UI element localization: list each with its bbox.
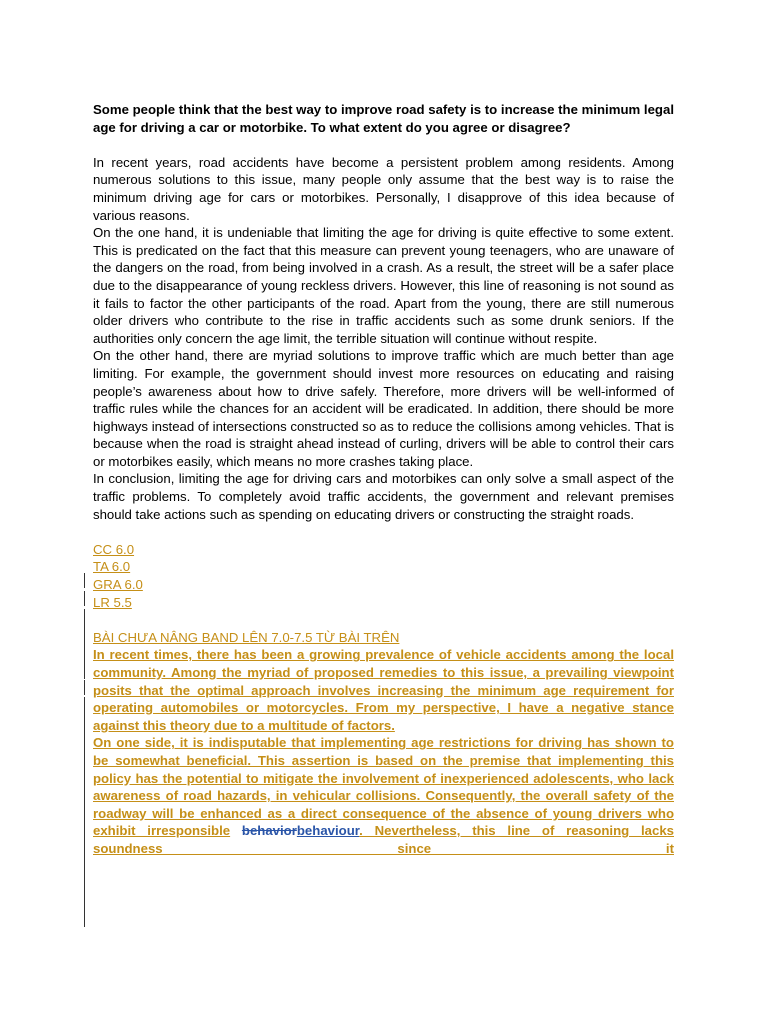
essay-paragraph-conclusion: In conclusion, limiting the age for driving cars and motorbikes can only solve a small aspect of the traffic problems. To completely avoid traffic accidents, the government and relevant premises should take actions such as spending on educating drivers or constructing the straight roads. — [93, 471, 674, 522]
revision-bar — [84, 697, 85, 927]
upgraded-paragraph-intro: In recent times, there has been a growing prevalence of vehicle accidents among the local community. Among the myriad of proposed remedies to this issue, a prevailing viewpoint posits that the optimal approach involves increasing the minimum age requirement for operating automobiles or motorcycles. From my perspective, I have a negative stance against this theory due to a multitude of factors. — [93, 647, 674, 733]
upgraded-text-tail: . Nevertheless, this line of reasoning lacks soundness since it — [93, 823, 674, 856]
blank-line — [93, 136, 674, 154]
upgraded-text: On one side, it is indisputable that implementing age restrictions for driving has shown to be somewhat beneficial. This assertion is based on the premise that implementing this policy has the potential to mitigate the involvement of inexperienced adolescents, who lack awareness of road hazards, in vehicular collisions. Consequently, the overall safety of the roadway will be enhanced as a direct consequence of the absence of young drivers who exhibit irresponsible — [93, 735, 674, 839]
score-cc: CC 6.0 — [93, 541, 135, 557]
score-lr: LR 5.5 — [93, 594, 132, 610]
revision-bar — [84, 591, 85, 606]
revision-bar — [84, 680, 85, 695]
essay-paragraph-intro: In recent years, road accidents have become a persistent problem among residents. Among numerous solutions to this issue, many people only assume that the best way is to raise the minimum driving age for cars or motorbikes. Personally, I disapprove of this idea because of various reasons. — [93, 154, 674, 223]
blank-line — [93, 523, 674, 541]
revision-bar — [84, 573, 85, 588]
upgraded-paragraph-body1 — [93, 734, 674, 857]
score-gra: GRA 6.0 — [93, 577, 143, 593]
essay-paragraph-body2: On the other hand, there are myriad solutions to improve traffic which are much better than age limiting. For example, the government should invest more resources on educating and raising people’s awareness about how to drive safely. Therefore, more drivers will be well-informed of traffic rules while the chances for an accident will be eradicated. In addition, there should be more highways instead of intersections constructed so as to reduce the collisions among vehicles. That is because when the road is straight ahead instead of curling, drivers will be able to control their cars or motorbikes easily, which means no more crashes taking place. — [93, 348, 674, 469]
document-body — [93, 101, 674, 858]
essay-paragraph-body1: On the one hand, it is undeniable that limiting the age for driving is quite effective to some extent. This is predicated on the fact that this measure can prevent young teenagers, who are unaware of the dangers on the road, from being involved in a crash. As a result, the street will be a safer place due to the disappearance of young reckless drivers. However, this line of reasoning is not sound as it fails to factor the other participants of the road. Apart from the young, there are still numerous older drivers who contribute to the rise in traffic accidents such as some drunk seniors. If the authorities only concern the age limit, the terrible situation will continue without respite. — [93, 225, 674, 346]
upgrade-heading: BÀI CHƯA NÂNG BAND LÊN 7.0-7.5 TỪ BÀI TRÊN — [93, 629, 400, 645]
blank-line — [93, 611, 674, 629]
score-ta: TA 6.0 — [93, 559, 131, 575]
essay-question: Some people think that the best way to improve road safety is to increase the minimum legal age for driving a car or motorbike. To what extent do you agree or disagree? — [93, 102, 674, 135]
tracked-insertion: behaviour — [296, 823, 360, 839]
tracked-deletion: behavior — [241, 823, 297, 839]
revision-bar — [84, 609, 85, 679]
